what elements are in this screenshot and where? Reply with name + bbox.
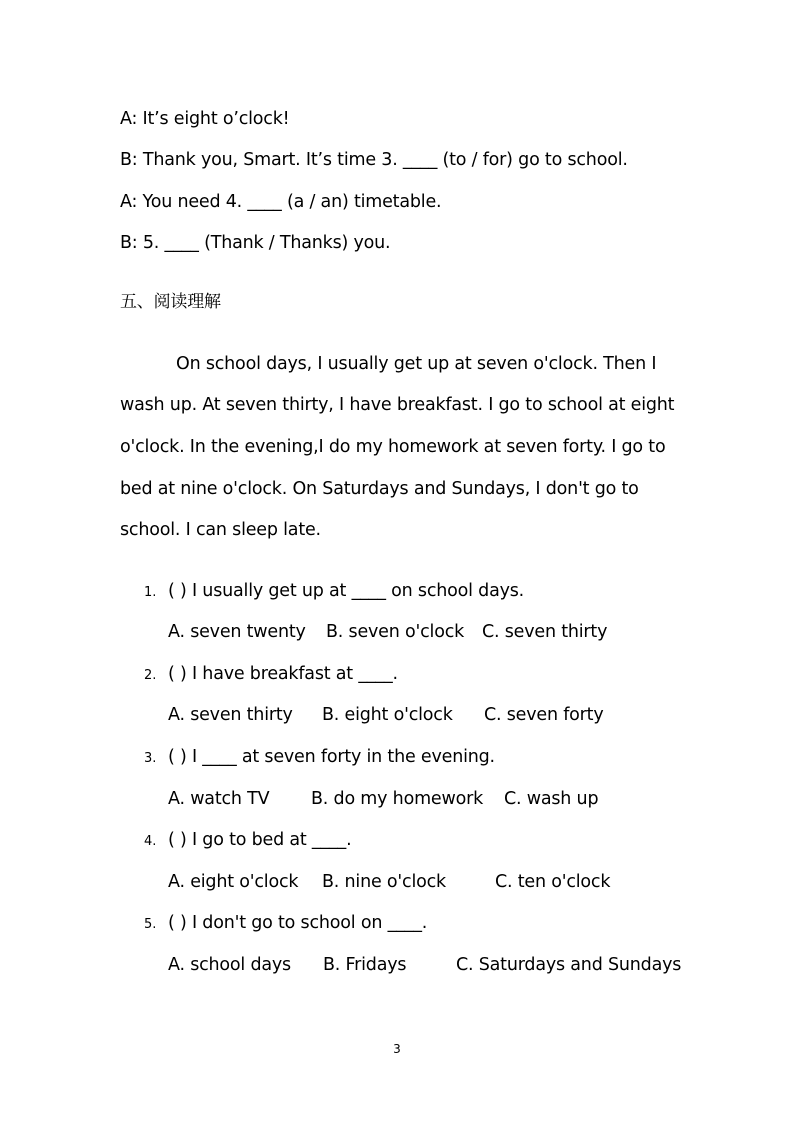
dialogue-line-2: B: Thank you, Smart. It’s time 3. ____ (to / for) go to school. (120, 150, 628, 170)
option-c: C. Saturdays and Sundays (456, 955, 682, 975)
option-c: C. seven forty (484, 705, 604, 725)
option-a: A. watch TV (168, 789, 270, 809)
question-text: ( ) I usually get up at ____ on school days. (168, 581, 525, 601)
option-b: B. seven o'clock (326, 622, 465, 642)
section-title: 五、阅读理解 (120, 292, 221, 312)
passage-line-2: wash up. At seven thirty, I have breakfast. I go to school at eight (120, 395, 675, 415)
dialogue-line-4: B: 5. ____ (Thank / Thanks) you. (120, 233, 391, 253)
option-b: B. nine o'clock (322, 872, 446, 892)
passage-line-3: o'clock. In the evening,I do my homework at seven forty. I go to (120, 437, 666, 457)
page-number: 3 (393, 1042, 401, 1056)
question-number: 4. (144, 834, 157, 849)
option-c: C. seven thirty (482, 622, 608, 642)
passage-line-1: On school days, I usually get up at seven o'clock. Then I (176, 354, 657, 374)
question-number: 1. (144, 585, 157, 600)
passage-line-4: bed at nine o'clock. On Saturdays and Sundays, I don't go to (120, 479, 639, 499)
question-number: 2. (144, 668, 157, 683)
question-text: ( ) I have breakfast at ____. (168, 664, 398, 684)
question-text: ( ) I go to bed at ____. (168, 830, 352, 850)
dialogue-line-1: A: It’s eight o’clock! (120, 109, 290, 129)
question-text: ( ) I ____ at seven forty in the evening. (168, 747, 495, 767)
option-a: A. eight o'clock (168, 872, 299, 892)
question-text: ( ) I don't go to school on ____. (168, 913, 428, 933)
option-b: B. Fridays (323, 955, 407, 975)
question-number: 5. (144, 917, 157, 932)
option-c: C. ten o'clock (495, 872, 611, 892)
option-c: C. wash up (504, 789, 599, 809)
question-number: 3. (144, 751, 157, 766)
option-b: B. eight o'clock (322, 705, 453, 725)
option-b: B. do my homework (311, 789, 484, 809)
passage-line-5: school. I can sleep late. (120, 520, 321, 540)
option-a: A. school days (168, 955, 291, 975)
option-a: A. seven thirty (168, 705, 293, 725)
dialogue-line-3: A: You need 4. ____ (a / an) timetable. (120, 192, 442, 212)
option-a: A. seven twenty (168, 622, 306, 642)
